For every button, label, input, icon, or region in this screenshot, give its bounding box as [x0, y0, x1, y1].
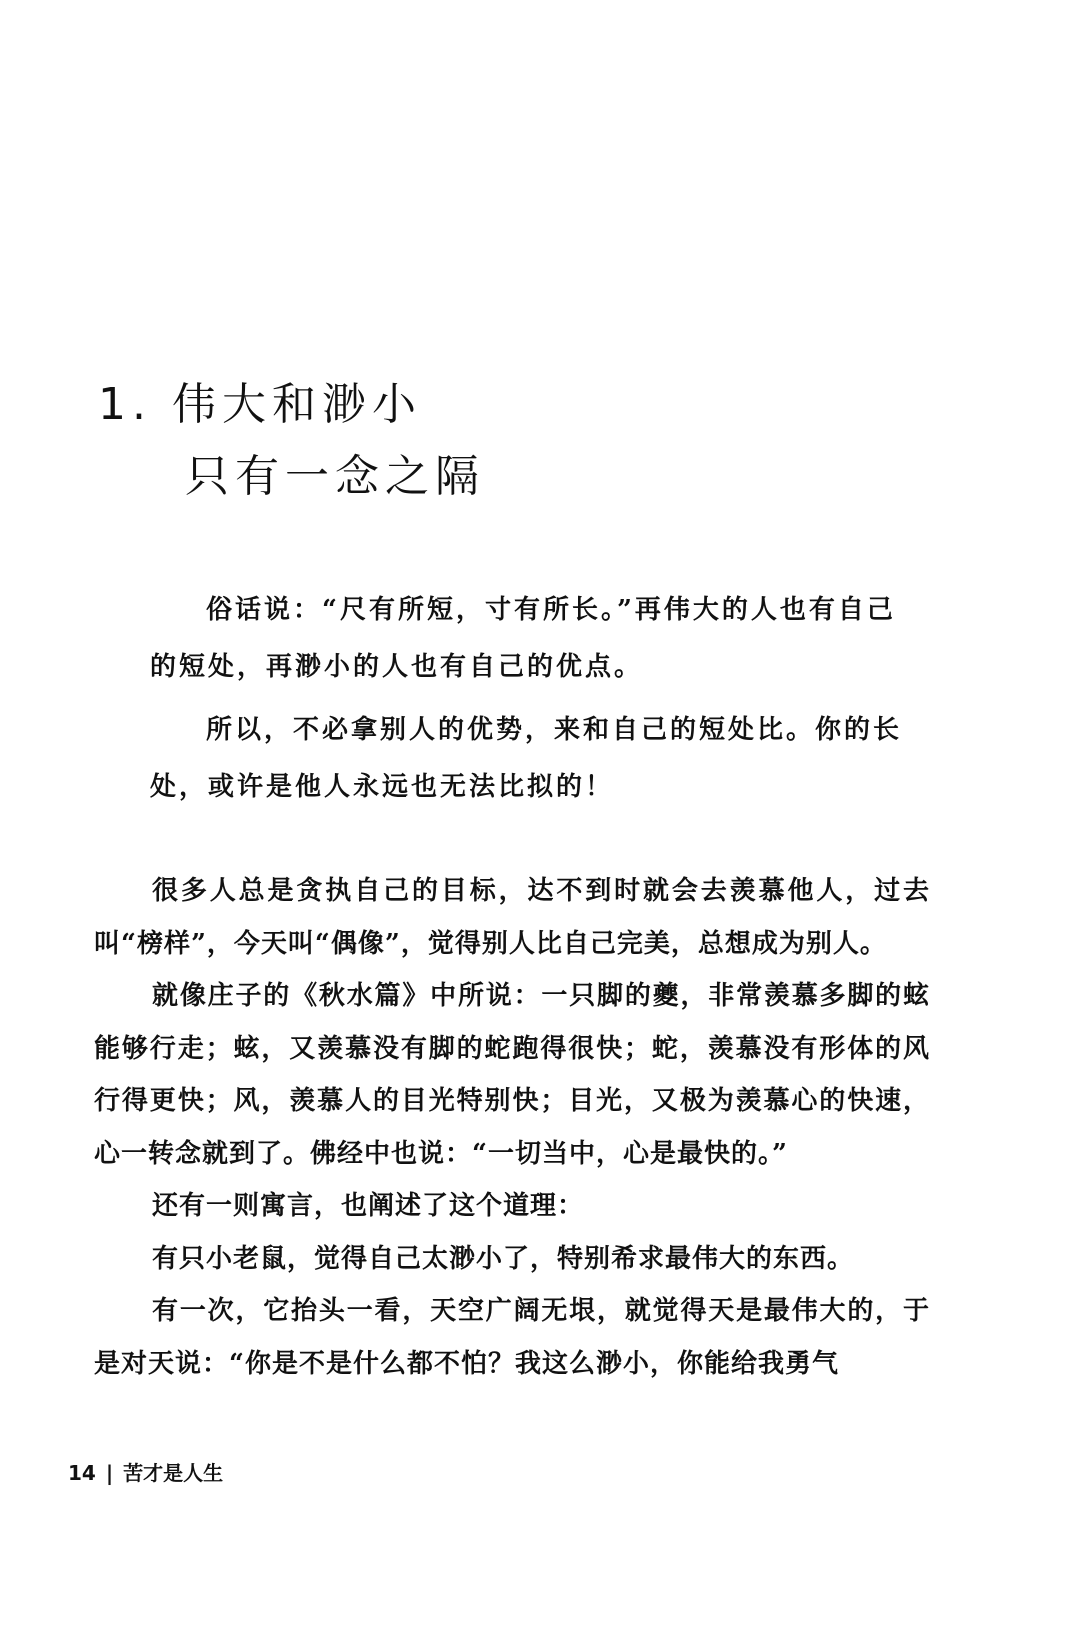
- body-paragraph: 有只小老鼠，觉得自己太渺小了，特别希求最伟大的东西。: [152, 1243, 855, 1274]
- intro-paragraph: 所以，不必拿别人的优势，来和自己的短处比。你的长处，或许是他人永远也无法比拟的！: [150, 715, 903, 802]
- chapter-title-line-2: 只有一念之隔: [185, 451, 485, 502]
- body-paragraph: 很多人总是贪执自己的目标，达不到时就会去羡慕他人，过去叫“榜样”，今天叫“偶像”，觉得别人比自己完美，总想成为别人。: [94, 876, 930, 959]
- body-paragraph: 有一次，它抬头一看，天空广阔无垠，就觉得天是最伟大的，于是对天说：“你是不是什么都不怕？我这么渺小，你能给我勇气: [94, 1296, 930, 1379]
- book-title: 苦才是人生: [123, 1461, 224, 1485]
- footer-separator: |: [105, 1461, 114, 1485]
- body-text: [94, 865, 930, 1390]
- body-paragraph: 就像庄子的《秋水篇》中所说：一只脚的夔，非常羡慕多脚的蚿能够行走；蚿，又羡慕没有脚的蛇跑得很快；蛇，羡慕没有形体的风行得更快；风，羡慕人的目光特别快；目光，又极为羡慕心的快速，心一转念就到了。佛经中也说：“一切当中，心是最快的。”: [94, 981, 930, 1169]
- body-paragraph: 还有一则寓言，也阐述了这个道理：: [152, 1191, 585, 1221]
- chapter-title-line-1: 1. 伟大和渺小: [98, 379, 422, 430]
- intro-paragraph: 俗话说：“尺有所短，寸有所长。”再伟大的人也有自己的短处，再渺小的人也有自己的优点。: [150, 595, 896, 682]
- page-footer: [68, 1457, 223, 1486]
- page-number: 14: [68, 1461, 96, 1485]
